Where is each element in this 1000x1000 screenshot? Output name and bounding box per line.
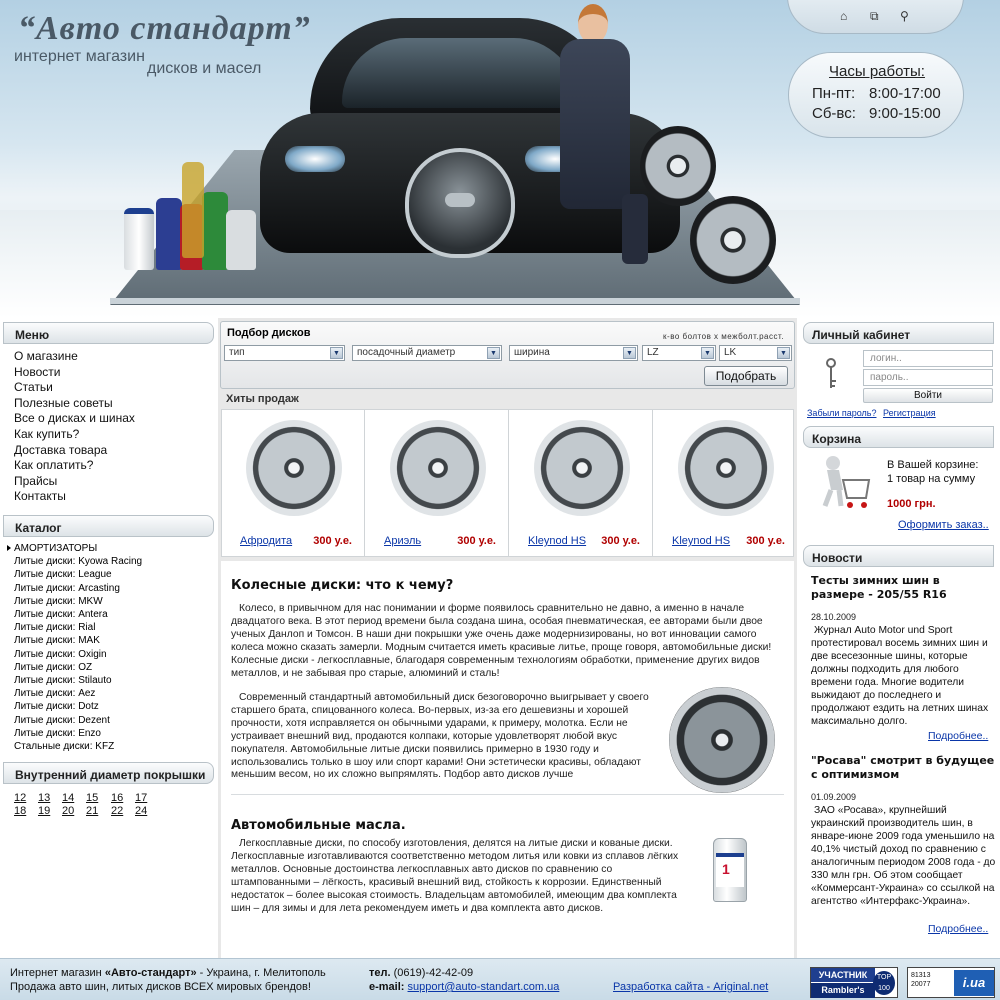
product-price: 300 у.е. [457,535,496,547]
tire-size-link[interactable]: 14 [62,792,75,804]
news-headline[interactable]: Тесты зимних шин в размере - 205/55 R16 [811,574,947,601]
article-paragraph: Легкосплавные диски, по способу изготовления, делятся на литые диски и кованые диски. Легкосплавные изготавливаются соответственно методом литья или ковки из сплавов лёгких металлов. Основные достоинства легкосплавных авто дисков по сравнению со штампованными – лёгкость, красивый внешний вид, стойкость к коррозии. Единственный недостаток – более высокая стоимость. Владельцам автомобилей, имеющим два комплекта шин – для зимы и для лета рекомендуем иметь и два комплекта авто дисков. [231,838,679,914]
menu-title: Меню [3,322,214,344]
product-card [510,410,653,556]
shopping-cart-icon [817,456,873,514]
catalog-item[interactable]: Литые диски: Dezent [14,714,110,726]
tire-size-link[interactable]: 15 [86,792,99,804]
forgot-password-link[interactable]: Забыли пароль? [807,408,877,418]
filter-title: Подбор дисков [227,327,311,339]
news-more-link[interactable]: Подробнее.. [928,730,989,742]
product-link[interactable]: Kleynod HS [672,535,731,547]
hits-title: Хиты продаж [226,393,299,405]
site-footer [0,958,1000,1000]
catalog-item[interactable]: Литые диски: League [14,569,112,581]
catalog-item[interactable]: Литые диски: Aez [14,688,96,700]
hours-row: Пн-пт: 8:00-17:00 [812,85,941,102]
menu-item[interactable]: Как купить? [14,426,80,441]
iua-counter-badge[interactable]: 81313 20077 i.ua [907,967,995,998]
footer-slogan: Продажа авто шин, литых дисков ВСЕХ мировых брендов! [10,981,311,993]
menu-item[interactable]: Статьи [14,380,53,395]
article-paragraph: Современный стандартный автомобильный диск безоговорочно выигрывает у своего старшего брата, спицованного колеса. Во-первых, из-за его дешевизны и хорошей прочности, хотя исправляется он обычными ударами, к примеру, молотка. Если не устраивает внешний вид, продаются колпаки, которые удовлетворят любой вкус покупателя. Автомобильные литые диски появились примерно в 1930 году и использовались только в шоу или спорт карами! Они эстетически красивы, обладают меньшим весом, но их сложно выпрямлять. Подбор авто дисков лучше [231,692,649,781]
chevron-down-icon: ▼ [330,347,343,359]
tire-size-link[interactable]: 16 [111,792,124,804]
catalog-item[interactable]: Литые диски: MAK [14,635,100,647]
footer-email: e-mail: support@auto-standart.com.ua [369,981,560,993]
product-link[interactable]: Афродита [240,535,293,547]
catalog-item[interactable]: Литые диски: Kyowa Racing [14,556,143,568]
pick-button[interactable]: Подобрать [704,366,788,386]
menu-item[interactable]: Контакты [14,489,66,504]
catalog-item[interactable]: Литые диски: Stilauto [14,675,112,687]
catalog-item[interactable]: Литые диски: Oxigin [14,648,107,660]
catalog-item[interactable]: АМОРТИЗАТОРЫ [6,542,142,555]
menu-item[interactable]: Новости [14,364,61,379]
cart-summary: В Вашей корзине: 1 товар на сумму [887,459,979,485]
tire-size-link[interactable]: 20 [62,805,75,817]
tire-size-link[interactable]: 12 [14,792,27,804]
filter-hint: к-во болтов х межболт.расст. [663,332,784,341]
tire-size-link[interactable]: 13 [38,792,51,804]
chevron-down-icon: ▼ [777,347,790,359]
right-sidebar [797,318,1000,958]
login-button[interactable]: Войти [863,388,993,403]
email-link[interactable]: support@auto-standart.com.ua [407,981,560,993]
cart-total: 1000 грн. [887,498,936,510]
account-title: Личный кабинет [803,322,994,344]
tire-size-link[interactable]: 18 [14,805,27,817]
catalog-title: Каталог [3,515,214,537]
tire-size-link[interactable]: 24 [135,805,148,817]
product-price: 300 у.е. [313,535,352,547]
product-price: 300 у.е. [601,535,640,547]
news-title: Новости [803,545,994,567]
site-header [0,0,1000,318]
menu-item[interactable]: Полезные советы [14,395,113,410]
news-body: Журнал Auto Motor und Sport протестировал восемь зимних шин и две всесезонные шины, которые должны подходить для любого времени года. Многие водители выжидают до последнего и продолжают ездить на летних шинах максимально долго. [811,625,989,727]
home-icon[interactable]: ⌂ [840,9,848,23]
platform-edge [110,298,800,304]
catalog-list [6,542,142,753]
login-input[interactable]: логин.. [863,350,993,367]
catalog-item[interactable]: Литые диски: OZ [14,661,93,673]
catalog-item[interactable]: Литые диски: Dotz [14,701,99,713]
header-wheel-image [640,126,716,206]
hits-grid [221,409,794,557]
menu-item[interactable]: Доставка товара [14,442,108,457]
chevron-down-icon: ▼ [623,347,636,359]
article-title: Колесные диски: что к чему? [231,578,454,593]
article-wheel-image [669,687,775,793]
type-select[interactable]: тип ▼ [224,345,345,361]
catalog-item[interactable]: Литые диски: Enzo [14,727,101,739]
footer-store-info: Интернет магазин «Авто-стандарт» - Украина, г. Мелитополь [10,967,326,979]
developer-link[interactable]: Разработка сайта - Ariginal.net [613,981,769,993]
left-sidebar [0,318,218,958]
footer-phone: тел. (0619)-42-42-09 [369,967,474,979]
catalog-item[interactable]: Литые диски: MKW [14,595,103,607]
news-headline[interactable]: "Росава" смотрит в будущее с оптимизмом [811,754,995,781]
lz-select[interactable]: LZ ▼ [642,345,716,361]
key-icon [825,358,837,390]
hours-title: Часы работы: [829,63,925,80]
oil-bottle-image: 1 [713,838,747,902]
menu-item[interactable]: Как оплатить? [14,458,94,473]
wheel-image[interactable] [678,420,774,516]
search-icon[interactable]: ⚲ [900,9,909,23]
divider [231,794,784,795]
product-link[interactable]: Ариэль [384,535,422,547]
oil-bottles-image [122,158,262,270]
lk-select[interactable]: LK ▼ [719,345,792,361]
logo-subtitle-2: дисков и масел [147,60,262,77]
header-wheel-image [690,196,776,284]
article-paragraph: Колесо, в привычном для нас понимании и форме появилось сравнительно не давно, а именно в начале двадцатого века. В этот период времени была создана шина, особая пневматическая, ее авторами были двое ученых Данлоп и Томсон. В наши дни покрышки уже очень даже модернизированы, но вот инновации самого колеса можно сказать замерли. Модным считается иметь красивые литье, проще говоря, автомобильные диски! Колесные диски - легкосплавные, благодаря современным технологиям обработки, применение других видов металлов, и не забывая про старые, алюминий и сталь! [231,603,772,679]
site-logo[interactable]: “Авто стандарт” [18,10,311,47]
tire-size-link[interactable]: 19 [38,805,51,817]
wheel-image[interactable] [390,420,486,516]
main-menu [14,349,135,505]
news-date: 01.09.2009 [811,792,857,802]
product-card [222,410,365,556]
catalog-item[interactable]: Литые диски: Arcasting [14,582,120,594]
news-body: ЗАО «Росава», крупнейший украинский производитель шин, в январе-июне 2009 года уменьшило на 40,1% чистый доход по сравнению с аналогичным периодом 2008 года - до 330 млн грн. Об этом сообщает «Коммерсант-Украина» со ссылкой на агентство «Интерфакс-Украина». [811,805,996,907]
password-input[interactable]: пароль.. [863,369,993,386]
chevron-down-icon: ▼ [487,347,500,359]
register-link[interactable]: Регистрация [883,408,936,418]
tire-size-link[interactable]: 22 [111,805,124,817]
catalog-item[interactable]: Стальные диски: KFZ [14,741,115,753]
catalog-item[interactable]: Литые диски: Rial [14,622,96,634]
menu-item[interactable]: Все о дисках и шинах [14,411,135,426]
article-title: Автомобильные масла. [231,818,406,833]
width-select[interactable]: ширина ▼ [509,345,638,361]
menu-item[interactable]: Прайсы [14,473,58,488]
tire-size-link[interactable]: 21 [86,805,99,817]
working-hours-panel [788,52,964,138]
rambler-counter-badge[interactable]: УЧАСТНИК Rambler's TOP 100 [810,967,898,998]
product-price: 300 у.е. [746,535,785,547]
header-icon-bar [787,0,964,34]
tire-size-title: Внутренний диаметр покрышки [3,762,214,784]
article [221,561,794,958]
logo-subtitle-1: интернет магазин [14,48,145,65]
tire-size-list [14,792,174,818]
cart-title: Корзина [803,426,994,448]
wheel-image[interactable] [246,420,342,516]
main-content [218,318,797,958]
product-link[interactable]: Kleynod HS [528,535,587,547]
wheel-image[interactable] [534,420,630,516]
news-more-link[interactable]: Подробнее.. [928,923,989,935]
mechanic-woman-image [560,4,650,269]
tire-size-link[interactable]: 17 [135,792,148,804]
chevron-down-icon: ▼ [701,347,714,359]
product-card [366,410,509,556]
diameter-select[interactable]: посадочный диаметр ▼ [352,345,502,361]
product-card [654,410,797,556]
sitemap-icon[interactable]: ⧉ [870,9,879,23]
news-date: 28.10.2009 [811,612,857,622]
checkout-link[interactable]: Оформить заказ.. [898,519,989,531]
catalog-item[interactable]: Литые диски: Antera [14,609,108,621]
menu-item[interactable]: О магазине [14,349,78,363]
wheel-filter-panel [220,321,795,389]
account-links [807,408,936,418]
hours-row: Сб-вс: 9:00-15:00 [812,105,941,122]
